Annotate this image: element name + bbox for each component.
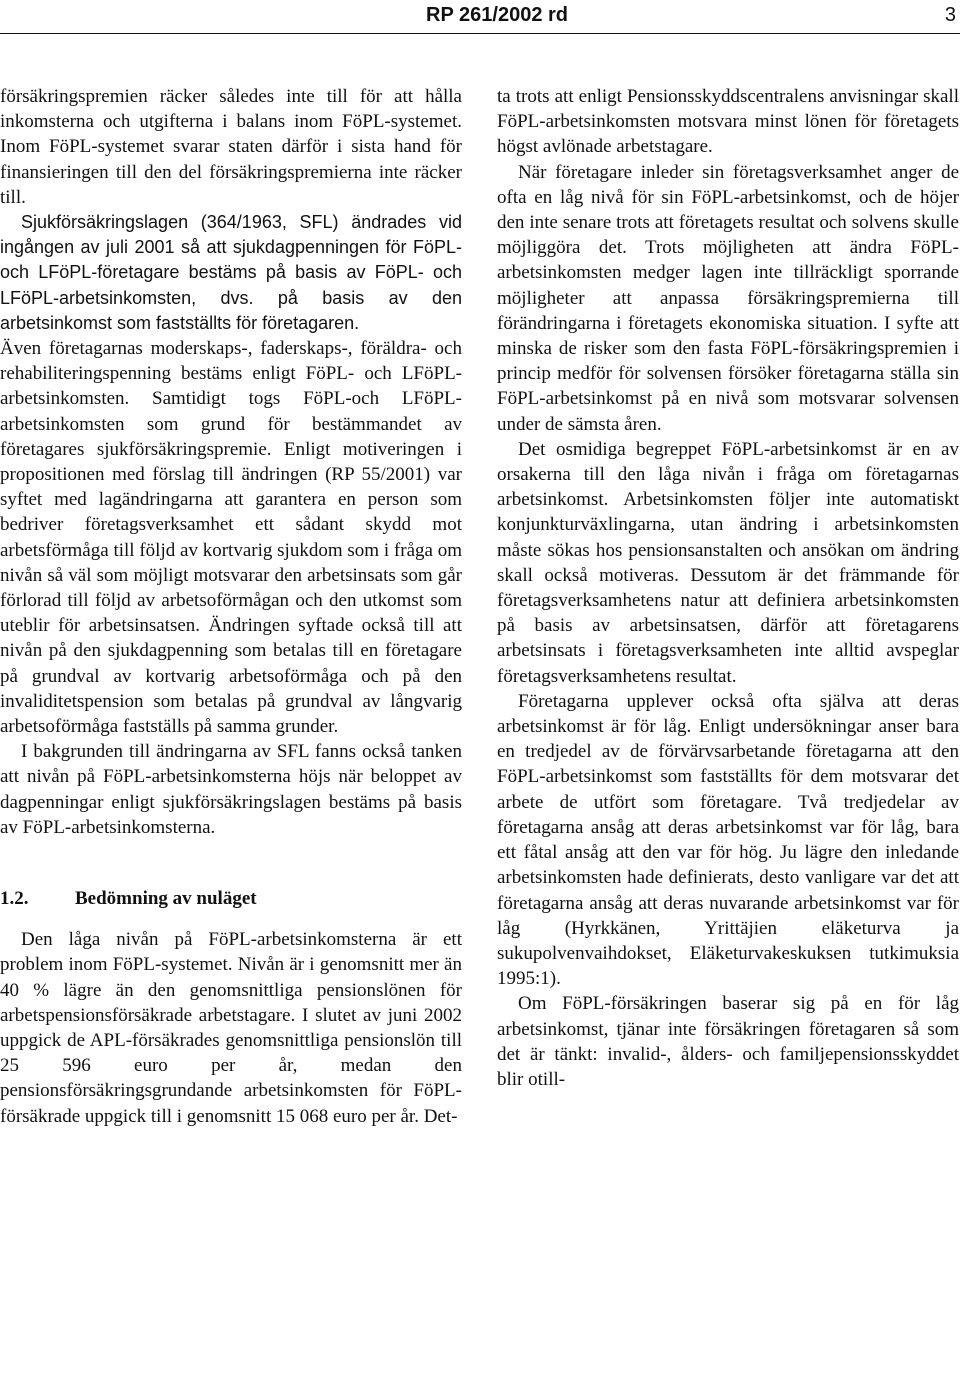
paragraph: Sjukförsäkringslagen (364/1963, SFL) ändrades vid ingången av juli 2001 så att sjukdagpenningen för FöPL- och LFöPL-företagare bestäms på basis av FöPL- och LFöPL-arbetsinkomsten, dvs. på basis av den arbetsinkomst som fastställts för företagaren.: [0, 212, 462, 333]
paragraph: Det osmidiga begreppet FöPL-arbetsinkomst är en av orsakerna till den låga nivån i fråga om företagarnas arbetsinkomst. Arbetsinkomsten följer inte automatiskt konjunkturväxlingarna, utan ändring i arbetsinkomsten måste sökas hos pensionsanstalten och ansökan om ändring skall också motiveras. Dessutom är det främmande för företagsverksamhetens natur att definiera arbetsinkomsten på basis av arbetsinsatsen, därför att företagarens arbetsinsats i företagsverksamheten inte alltid avspeglar företagsverksamhetens resultat.: [497, 438, 959, 687]
running-header: [0, 0, 960, 40]
header-rule: [0, 33, 960, 34]
paragraph: I bakgrunden till ändringarna av SFL fanns också tanken att nivån på FöPL-arbetsinkomsterna höjs när beloppet av dagpenningar enligt sjukförsäkringslagen bestäms på basis av FöPL-arbetsinkomsterna.: [0, 741, 462, 838]
page-number: 3: [944, 4, 956, 26]
paragraph: Företagarna upplever också ofta själva att deras arbetsinkomst är för låg. Enligt undersökningar anser bara en tredjedel av de förvärvsarbetande företagarna att den FöPL-arbetsinkomst som fastställts för dem motsvarar det arbete de utfört som företagare. Två tredjedelar av företagarna ansåg att deras arbetsinkomst var för låg, bara ett fåtal ansåg att den var för hög. Ju lägre den inledande arbetsinkomsten hade definierats, desto vanligare var det att företagarna ansåg att deras nuvarande arbetsinkomst var för låg (Hyrkkänen, Yrittäjien eläketurva ja sukupolvenvaihdokset, Eläketurvakeskuksen tutkimuksia 1995:1).: [497, 690, 959, 990]
section-heading: [0, 886, 462, 911]
document-reference: RP 261/2002 rd: [426, 4, 568, 26]
section-number: 1.2.: [0, 888, 29, 910]
left-column: [0, 84, 462, 1129]
paragraph: försäkringspremien räcker således inte till för att hålla inkomsterna och utgifterna i balans inom FöPL-systemet. Inom FöPL-systemet svarar staten därför i sista hand för finansieringen till den del försäkringspremierna inte räcker till.: [0, 86, 462, 208]
paragraph: Om FöPL-försäkringen baserar sig på en för låg arbetsinkomst, tjänar inte försäkringen företagaren så som det är tänkt: invalid-, ålders- och familjepensionsskyddet blir otill-: [497, 993, 959, 1090]
paragraph: Den låga nivån på FöPL-arbetsinkomsterna är ett problem inom FöPL-systemet. Nivån är i genomsnitt mer än 40 % lägre än den genomsnittliga pensionslönen för arbetspensionsförsäkrade arbetstagare. I slutet av juni 2002 uppgick de APL-försäkrades genomsnittliga pensionslön till 25 596 euro per år, medan den pensionsförsäkringsgrundande arbetsinkomsten för FöPL-försäkrade uppgick till i genomsnitt 15 068 euro per år. Det-: [0, 929, 462, 1127]
paragraph: Även företagarnas moderskaps-, faderskaps-, föräldra- och rehabiliteringspenning bestäms enligt FöPL- och LFöPL-arbetsinkomsten. Samtidigt togs FöPL-och LFöPL-arbetsinkomsten som grund för bestämmandet av företagares sjukförsäkringspremie. Enligt motiveringen i propositionen med förslag till ändringen (RP 55/2001) var syftet med lagändringarna att garantera en person som bedriver företagsverksamhet ett sådant skydd mot arbetsförmåga till följd av kortvarig sjukdom som i fråga om nivån så väl som möjligt motsvarar den arbetsinsats som går förlorad till följd av arbetsoförmågan och den utkomst som uteblir för arbetsinsatsen. Ändringen syftade också till att nivån på den sjukdagpenning som betalas till en företagare på grundval av kortvarig arbetsoförmåga och på den invaliditetspension som betalas på grundval av långvarig arbetsoförmåga fastställs på samma grunder.: [0, 338, 462, 738]
section-title: Bedömning av nuläget: [75, 888, 257, 910]
paragraph: När företagare inleder sin företagsverksamhet anger de ofta en låg nivå för sin FöPL-arbetsinkomst, och de höjer den inte senare trots att företagets resultat och solvens skulle möjliggöra det. Trots möjligheten att ändra FöPL-arbetsinkomsten medger lagen inte tillräckligt sporrande möjligheter att anpassa försäkringspremierna till förändringarna i företagets ekonomiska situation. I syfte att minska de risker som den fasta FöPL-försäkringspremien i princip medför för solvensen försöker företagarna ställa sin FöPL-arbetsinkomst på en nivå som motsvarar solvensen under de sämsta åren.: [497, 161, 959, 435]
paragraph: ta trots att enligt Pensionsskyddscentralens anvisningar skall FöPL-arbetsinkomsten motsvara minst lönen för företagets högst avlönade arbetstagare.: [497, 86, 959, 158]
right-column: [497, 84, 959, 1092]
